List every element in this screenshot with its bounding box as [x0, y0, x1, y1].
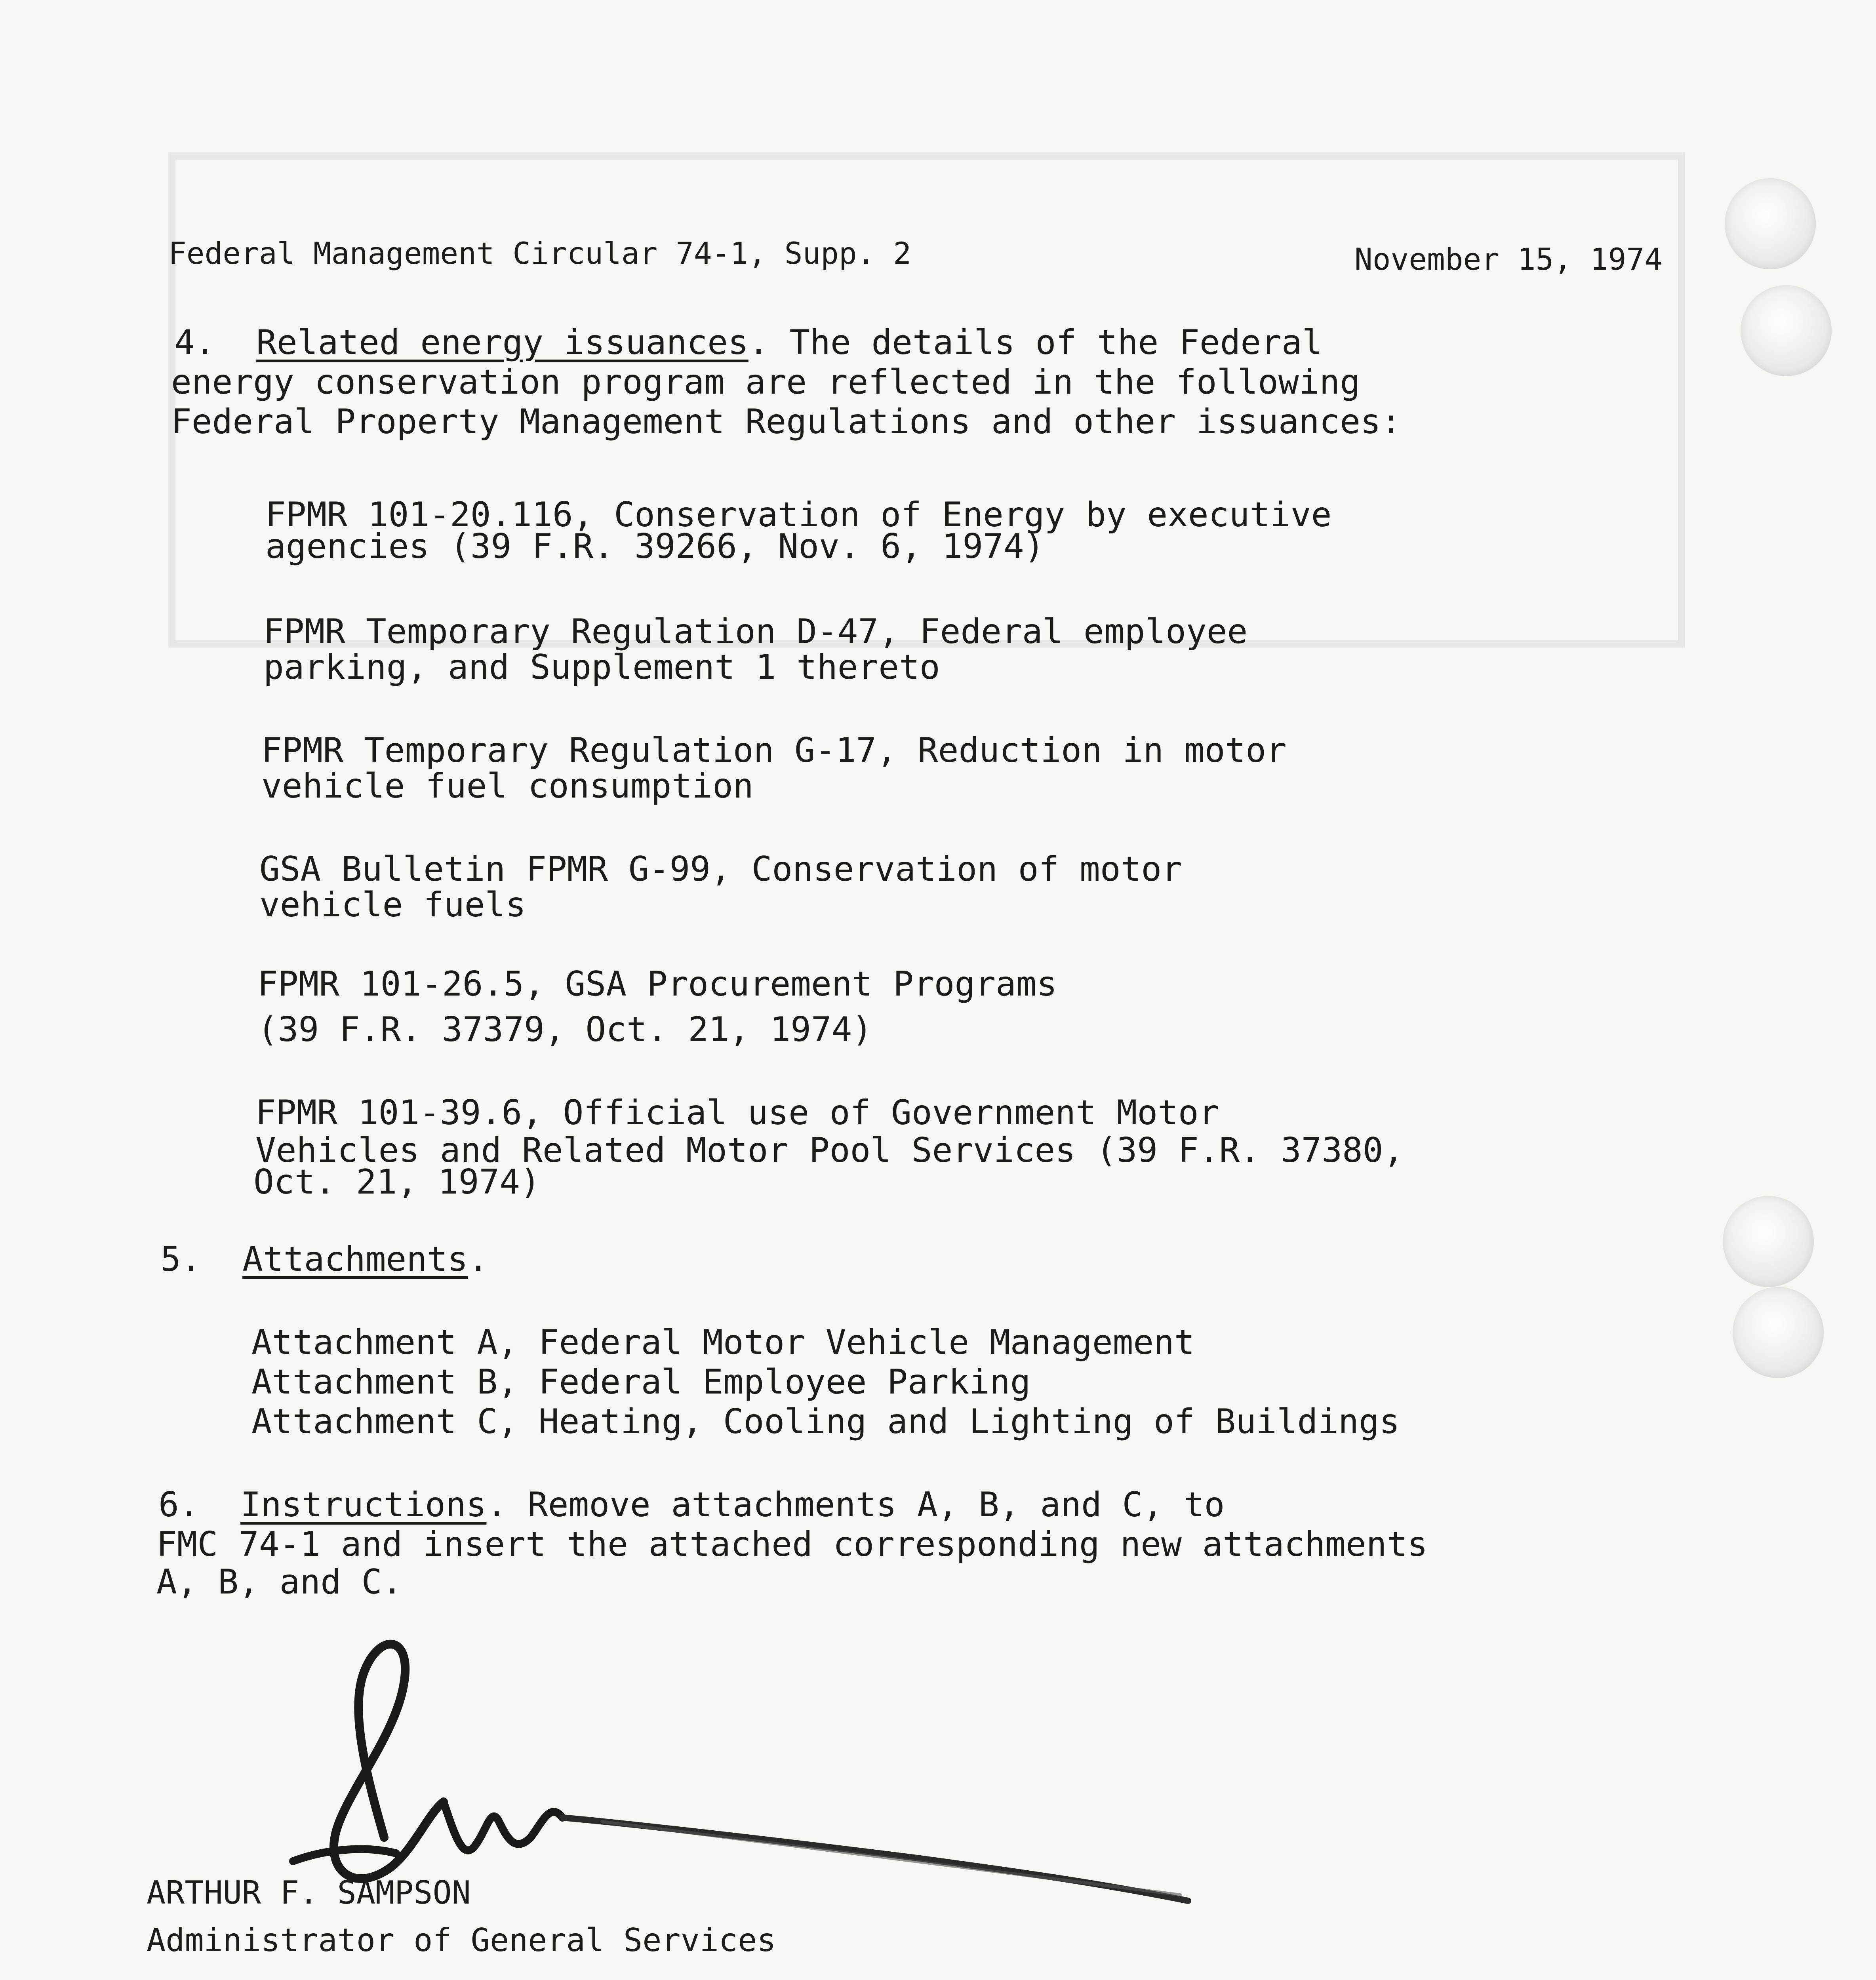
section-5-heading-line: [160, 1239, 488, 1279]
section-6-heading: Instructions: [240, 1485, 487, 1525]
issuance-item: FPMR Temporary Regulation D-47, Federal employee: [263, 612, 1248, 651]
attachment-item: Attachment A, Federal Motor Vehicle Management: [251, 1323, 1195, 1362]
issuance-item: parking, and Supplement 1 thereto: [263, 647, 940, 687]
section-4-text-line: Federal Property Management Regulations and other issuances:: [171, 402, 1402, 442]
signatory-title: Administrator of General Services: [147, 1922, 776, 1959]
section-4-text-line: . The details of the Federal: [748, 323, 1323, 362]
punch-hole-mid-1: [1723, 1196, 1814, 1287]
section-5-heading-period: .: [468, 1239, 489, 1279]
section-4-text-line: energy conservation program are reflected in the following: [171, 362, 1361, 402]
attachment-item: Attachment B, Federal Employee Parking: [251, 1362, 1031, 1402]
section-5-heading: Attachments: [242, 1239, 468, 1279]
section-4-number: 4.: [174, 323, 215, 362]
issuance-item: vehicle fuel consumption: [261, 766, 754, 806]
section-6-text-line: . Remove attachments A, B, and C, to: [486, 1485, 1225, 1525]
circular-reference: Federal Management Circular 74-1, Supp. 2: [168, 236, 911, 271]
section-6-first-line: [158, 1485, 1225, 1525]
section-4-heading: Related energy issuances: [256, 323, 748, 362]
issuance-item: GSA Bulletin FPMR G-99, Conservation of motor: [259, 849, 1182, 889]
issuance-item: Oct. 21, 1974): [253, 1162, 541, 1202]
section-5-number: 5.: [160, 1239, 202, 1279]
issuance-item: FPMR 101-26.5, GSA Procurement Programs: [257, 964, 1057, 1004]
section-6-text-line: A, B, and C.: [156, 1562, 403, 1602]
section-4-first-line: [174, 323, 1323, 362]
issuance-item: FPMR 101-20.116, Conservation of Energy by executive: [265, 495, 1332, 535]
punch-hole-mid-2: [1733, 1287, 1824, 1378]
circular-date: November 15, 1974: [1354, 242, 1663, 277]
issuance-item: Vehicles and Related Motor Pool Services (39 F.R. 37380,: [255, 1131, 1404, 1170]
issuance-item: FPMR 101-39.6, Official use of Government Motor: [255, 1093, 1219, 1133]
handwritten-signature: [277, 1616, 1228, 1917]
attachment-item: Attachment C, Heating, Cooling and Lighting of Buildings: [251, 1402, 1400, 1441]
section-6-number: 6.: [158, 1485, 200, 1525]
issuance-item: agencies (39 F.R. 39266, Nov. 6, 1974): [265, 527, 1045, 566]
punch-hole-top-1: [1725, 178, 1816, 269]
punch-hole-top-2: [1741, 285, 1832, 376]
issuance-item: (39 F.R. 37379, Oct. 21, 1974): [257, 1010, 873, 1049]
section-6-text-line: FMC 74-1 and insert the attached corresponding new attachments: [156, 1525, 1428, 1564]
issuance-item: FPMR Temporary Regulation G-17, Reduction in motor: [261, 731, 1287, 770]
issuance-item: vehicle fuels: [259, 885, 526, 925]
signatory-name: ARTHUR F. SAMPSON: [147, 1874, 471, 1911]
